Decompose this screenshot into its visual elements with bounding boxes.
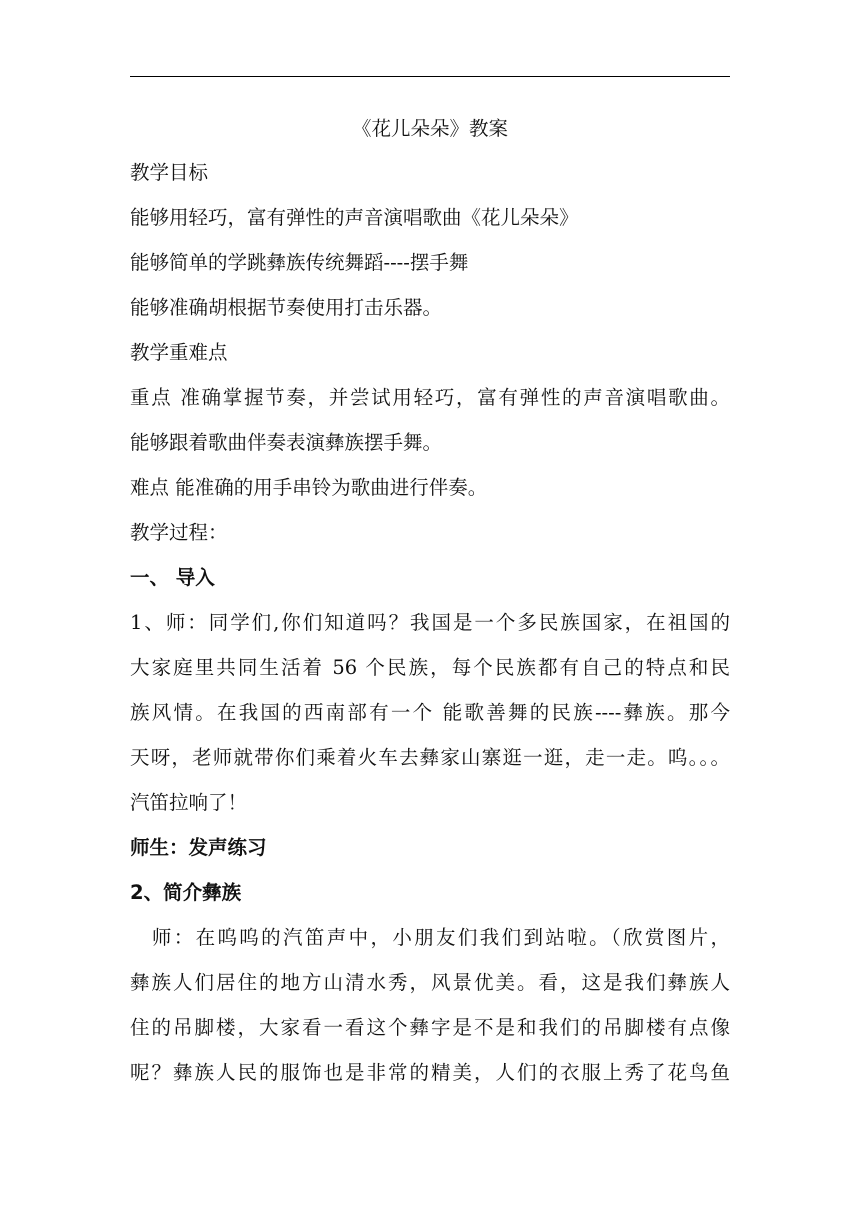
paragraph-line: 呢？彝族人民的服饰也是非常的精美，人们的衣服上秀了花鸟鱼	[130, 1061, 730, 1084]
section-heading-yi-intro: 2、简介彝族	[130, 881, 242, 904]
paragraph-line: 彝族人们居住的地方山清水秀，风景优美。看，这是我们彝族人	[130, 971, 730, 994]
goal-item: 能够用轻巧，富有弹性的声音演唱歌曲《花儿朵朵》	[130, 206, 579, 229]
heading-teaching-process: 教学过程：	[130, 521, 228, 544]
paragraph-line: 天呀，老师就带你们乘着火车去彝家山寨逛一逛，走一走。呜。。。	[130, 746, 730, 769]
document-title: 《花儿朵朵》教案	[351, 117, 508, 140]
heading-key-points: 教学重难点	[130, 341, 228, 364]
goal-item: 能够简单的学跳彝族传统舞蹈----摆手舞	[130, 251, 469, 274]
paragraph-line: 汽笛拉响了！	[130, 791, 248, 814]
section-heading-intro: 一、 导入	[130, 566, 215, 589]
paragraph-line: 大家庭里共同生活着 56 个民族，每个民族都有自己的特点和民	[130, 656, 730, 679]
heading-teaching-goals: 教学目标	[130, 161, 209, 184]
paragraph-line: 族风情。在我国的西南部有一个 能歌善舞的民族----彝族。那今	[130, 701, 730, 724]
paragraph-line: 1、师：同学们,你们知道吗？我国是一个多民族国家，在祖国的	[130, 611, 730, 634]
paragraph-line: 住的吊脚楼，大家看一看这个彝字是不是和我们的吊脚楼有点像	[130, 1016, 730, 1039]
key-point: 能够跟着歌曲伴奏表演彝族摆手舞。	[130, 431, 443, 454]
key-point: 重点 准确掌握节奏，并尝试用轻巧，富有弹性的声音演唱歌曲。	[130, 386, 730, 409]
header-rule	[130, 76, 730, 77]
section-heading-vocal-practice: 师生：发声练习	[130, 836, 267, 859]
difficult-point: 难点 能准确的用手串铃为歌曲进行伴奏。	[130, 476, 488, 499]
goal-item: 能够准确胡根据节奏使用打击乐器。	[130, 296, 443, 319]
paragraph-line: 师：在呜呜的汽笛声中，小朋友们我们到站啦。（欣赏图片，	[130, 926, 730, 949]
